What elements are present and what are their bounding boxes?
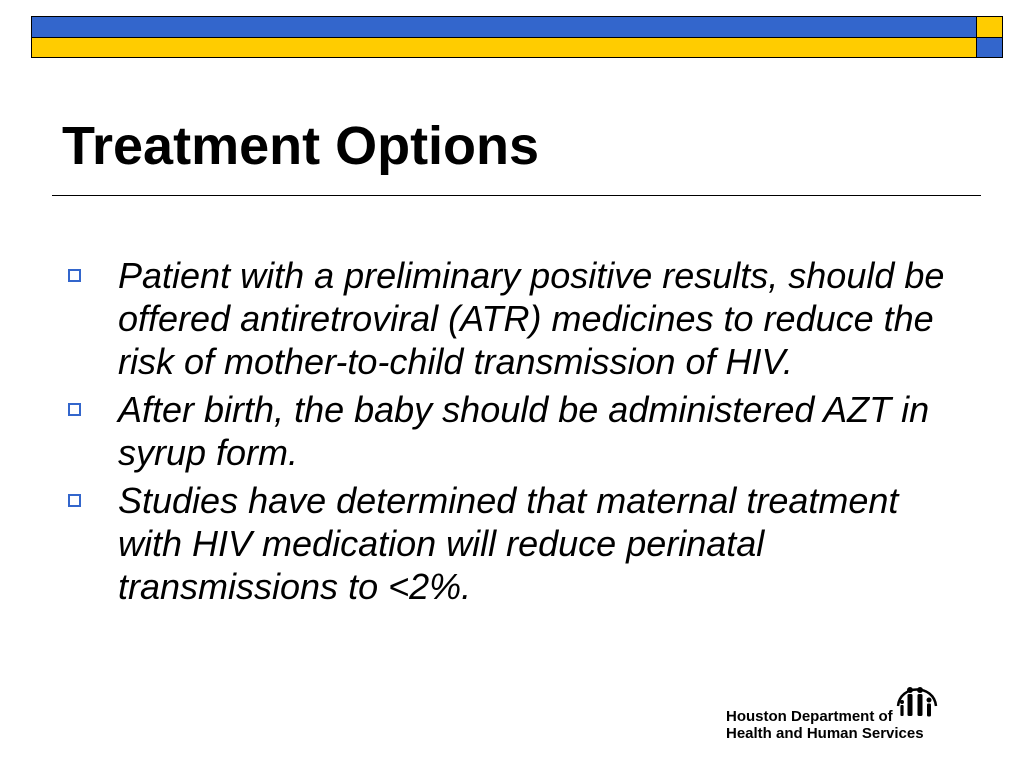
logo-line-1: Houston Department of <box>726 708 893 725</box>
square-bullet-icon <box>68 494 81 507</box>
square-bullet-icon <box>68 269 81 282</box>
bullet-list <box>68 254 968 613</box>
logo-text <box>726 708 924 742</box>
title-divider <box>52 195 981 196</box>
organization-logo <box>724 676 944 748</box>
bullet-item <box>68 388 968 474</box>
header-bar-yellow <box>31 38 977 58</box>
bullet-text: Studies have determined that maternal treatment with HIV medication will reduce perinatal transmissions to <2%. <box>118 480 899 607</box>
slide-title: Treatment Options <box>62 116 540 176</box>
square-bullet-icon <box>68 403 81 416</box>
bullet-item <box>68 254 968 383</box>
header-square-blue <box>977 38 1003 58</box>
bullet-text: Patient with a preliminary positive results, should be offered antiretroviral (ATR) medicines to reduce the risk of mother-to-child transmission of HIV. <box>118 255 945 382</box>
bullet-item <box>68 479 968 608</box>
header-bar-blue <box>31 16 977 38</box>
header-square-yellow <box>977 16 1003 38</box>
bullet-text: After birth, the baby should be administered AZT in syrup form. <box>118 389 930 473</box>
logo-line-2: Health and Human Services <box>726 725 924 742</box>
